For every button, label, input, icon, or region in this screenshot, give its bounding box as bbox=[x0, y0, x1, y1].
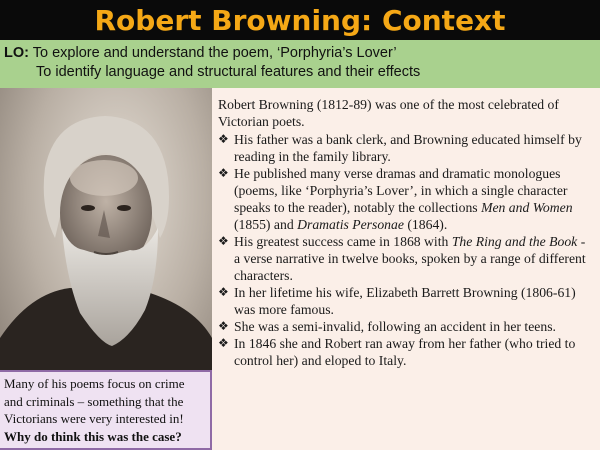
context-text-panel bbox=[212, 88, 600, 450]
bullet-text: His father was a bank clerk, and Browning educated himself by reading in the family library. bbox=[234, 132, 582, 164]
lo-text-1: To explore and understand the poem, ‘Porphyria’s Lover’ bbox=[32, 45, 397, 61]
context-bullets bbox=[218, 131, 594, 369]
title-bar bbox=[0, 0, 600, 40]
diamond-bullet-icon: ❖ bbox=[218, 166, 229, 180]
diamond-bullet-icon: ❖ bbox=[218, 234, 229, 248]
list-item bbox=[218, 233, 594, 284]
diamond-bullet-icon: ❖ bbox=[218, 319, 229, 333]
callout-question: Why do think this was the case? bbox=[4, 428, 182, 444]
lo-line-2: To identify language and structural features and their effects bbox=[36, 64, 421, 80]
lo-line-1 bbox=[4, 44, 600, 63]
slide-title: Robert Browning: Context bbox=[94, 3, 506, 37]
title-men-and-women: Men and Women bbox=[481, 200, 573, 215]
intro-paragraph: Robert Browning (1812-89) was one of the most celebrated of Victorian poets. bbox=[218, 97, 559, 129]
diamond-bullet-icon: ❖ bbox=[218, 285, 229, 299]
list-item bbox=[218, 318, 594, 335]
discussion-callout bbox=[0, 370, 212, 450]
list-item bbox=[218, 131, 594, 165]
bullet-text: In her lifetime his wife, Elizabeth Barrett Browning (1806-61) was more famous. bbox=[234, 285, 576, 317]
bullet-text: She was a semi-invalid, following an accident in her teens. bbox=[234, 319, 556, 334]
list-item bbox=[218, 165, 594, 233]
bullet-text: (1864). bbox=[403, 217, 448, 232]
diamond-bullet-icon: ❖ bbox=[218, 336, 229, 350]
bullet-text: - a verse narrative in twelve books, spoken by a range of different characters. bbox=[234, 234, 586, 283]
callout-text: Many of his poems focus on crime and criminals – something that the Victorians were very interested in! bbox=[4, 376, 185, 426]
bullet-text: His greatest success came in 1868 with bbox=[234, 234, 452, 249]
learning-objectives bbox=[0, 40, 600, 88]
bullet-text: (1855) and bbox=[234, 217, 298, 232]
title-dramatis-personae: Dramatis Personae bbox=[297, 217, 404, 232]
list-item bbox=[218, 284, 594, 318]
list-item bbox=[218, 335, 594, 369]
title-ring-and-book: The Ring and the Book bbox=[451, 234, 578, 249]
bullet-text: In 1846 she and Robert ran away from her father (who tried to control her) and eloped to Italy. bbox=[234, 336, 576, 368]
lo-label: LO: bbox=[4, 45, 29, 61]
diamond-bullet-icon: ❖ bbox=[218, 132, 229, 146]
bullet-text: He published many verse dramas and dramatic monologues (poems, like ‘Porphyria’s Lover’, in which a single character speaks to the reader), notably the collections bbox=[234, 166, 568, 215]
